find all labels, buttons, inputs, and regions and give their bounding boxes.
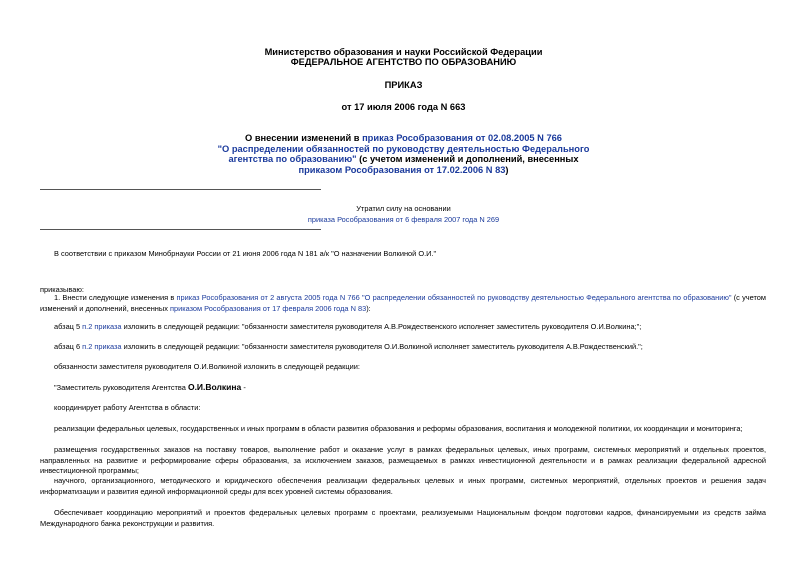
- separator-top: [40, 189, 321, 190]
- title-mid: (с учетом изменений и дополнений, внесенных: [356, 154, 579, 164]
- title-line-4: [0, 165, 807, 176]
- p3-text-a: абзац 6: [54, 342, 83, 351]
- title-line-3: [0, 154, 807, 165]
- p5-text-a: "Заместитель руководителя Агентства: [54, 383, 188, 392]
- paragraph-8: размещения государственных заказов на поставку товаров, выполнение работ и оказание услуг в рамках федеральных целевых, иных программ, системных мероприятий и отдельных проектов, направленных на развитие и реформирование сферы образования, за исключением заказов, размещаемых в рамках инвестиционной деятельности и в рамках реализации федеральной адресной инвестиционной программы;: [40, 445, 766, 475]
- p3-link-clause-2[interactable]: п.2 приказа: [82, 342, 122, 351]
- title-prefix: О внесении изменений в: [245, 133, 363, 143]
- p1-link-order-766[interactable]: приказ Рособразования от 2 августа 2005 года N 766 "О распределении обязанностей по руководству деятельностью Федерального агентства по образованию": [176, 293, 732, 302]
- p1-link-order-83[interactable]: приказом Рособразования от 17 февраля 2006 года N 83: [169, 303, 367, 313]
- repeal-notice-text: Утратил силу на основании: [356, 204, 451, 213]
- repeal-notice-link[interactable]: приказа Рособразования от 6 февраля 2007 года N 269: [307, 214, 500, 224]
- paragraph-9: научного, организационного, методического и юридического обеспечения реализации федеральных целевых и иных программ, системных мероприятий, отдельных проектов и решения задач информатизации и развития единой информационной среды для всех уровней системы образования.: [40, 476, 766, 496]
- paragraph-5: [54, 382, 246, 394]
- repeal-notice: [0, 204, 807, 225]
- p2-link-clause-2[interactable]: п.2 приказа: [82, 322, 122, 331]
- document-type: ПРИКАЗ: [384, 80, 423, 90]
- title-link-order-766[interactable]: приказ Рособразования от 02.08.2005 N 766: [362, 133, 562, 143]
- paragraph-3: [54, 342, 643, 353]
- paragraph-order: приказываю:: [40, 285, 84, 294]
- title-link-order-name-2[interactable]: агентства по образованию": [228, 154, 357, 164]
- p3-text-b: изложить в следующей редакции: "обязанности заместителя руководителя О.И.Волкиной исполняет заместитель руководителя А.В.Рождественский.";: [121, 342, 643, 351]
- ministry-name: Министерство образования и науки Российской Федерации: [264, 47, 543, 57]
- separator-bottom: [40, 229, 321, 230]
- p2-text-b: изложить в следующей редакции: "обязанности заместителя руководителя А.В.Рождественского исполняет заместитель руководителя О.И.Волкина;";: [121, 322, 642, 331]
- paragraph-10: Обеспечивает координацию мероприятий и проектов федеральных целевых программ с проектами, реализуемыми Национальным фондом подготовки кадров, финансируемыми из средств займа Международного банка реконструкции и развития.: [40, 508, 766, 528]
- p1-text-b: (с учетом изменений и дополнений, внесенных: [40, 293, 767, 313]
- paragraph-6: координирует работу Агентства в области:: [54, 403, 201, 412]
- p1-text-a: 1. Внести следующие изменения в: [54, 293, 177, 302]
- p2-text-a: абзац 5: [54, 322, 83, 331]
- paragraph-7: реализации федеральных целевых, государственных и иных программ в области развития образования и реформы образования, воспитания и молодежной политики, их координации и мониторинга;: [54, 424, 743, 433]
- p1-text-c: ):: [366, 303, 371, 313]
- paragraph-4: обязанности заместителя руководителя О.И.Волкиной изложить в следующей редакции:: [54, 362, 360, 371]
- paragraph-1: [40, 293, 766, 314]
- document-date-number: от 17 июля 2006 года N 663: [341, 102, 466, 112]
- title-line-1: [0, 133, 807, 144]
- paragraph-basis: В соответствии с приказом Минобрнауки России от 21 июня 2006 года N 181 а/к "О назначении Волкиной О.И.": [54, 249, 437, 258]
- title-link-order-83[interactable]: приказом Рособразования от 17.02.2006 N 83: [298, 164, 506, 175]
- title-link-order-name-1[interactable]: "О распределении обязанностей по руководству деятельностью Федерального: [217, 143, 590, 154]
- agency-name: ФЕДЕРАЛЬНОЕ АГЕНТСТВО ПО ОБРАЗОВАНИЮ: [290, 57, 517, 67]
- p5-name-bold: О.И.Волкина: [187, 382, 242, 392]
- paragraph-2: [54, 322, 641, 333]
- p5-text-b: -: [241, 383, 246, 392]
- document-title: [0, 133, 807, 175]
- title-suffix: ): [505, 164, 509, 175]
